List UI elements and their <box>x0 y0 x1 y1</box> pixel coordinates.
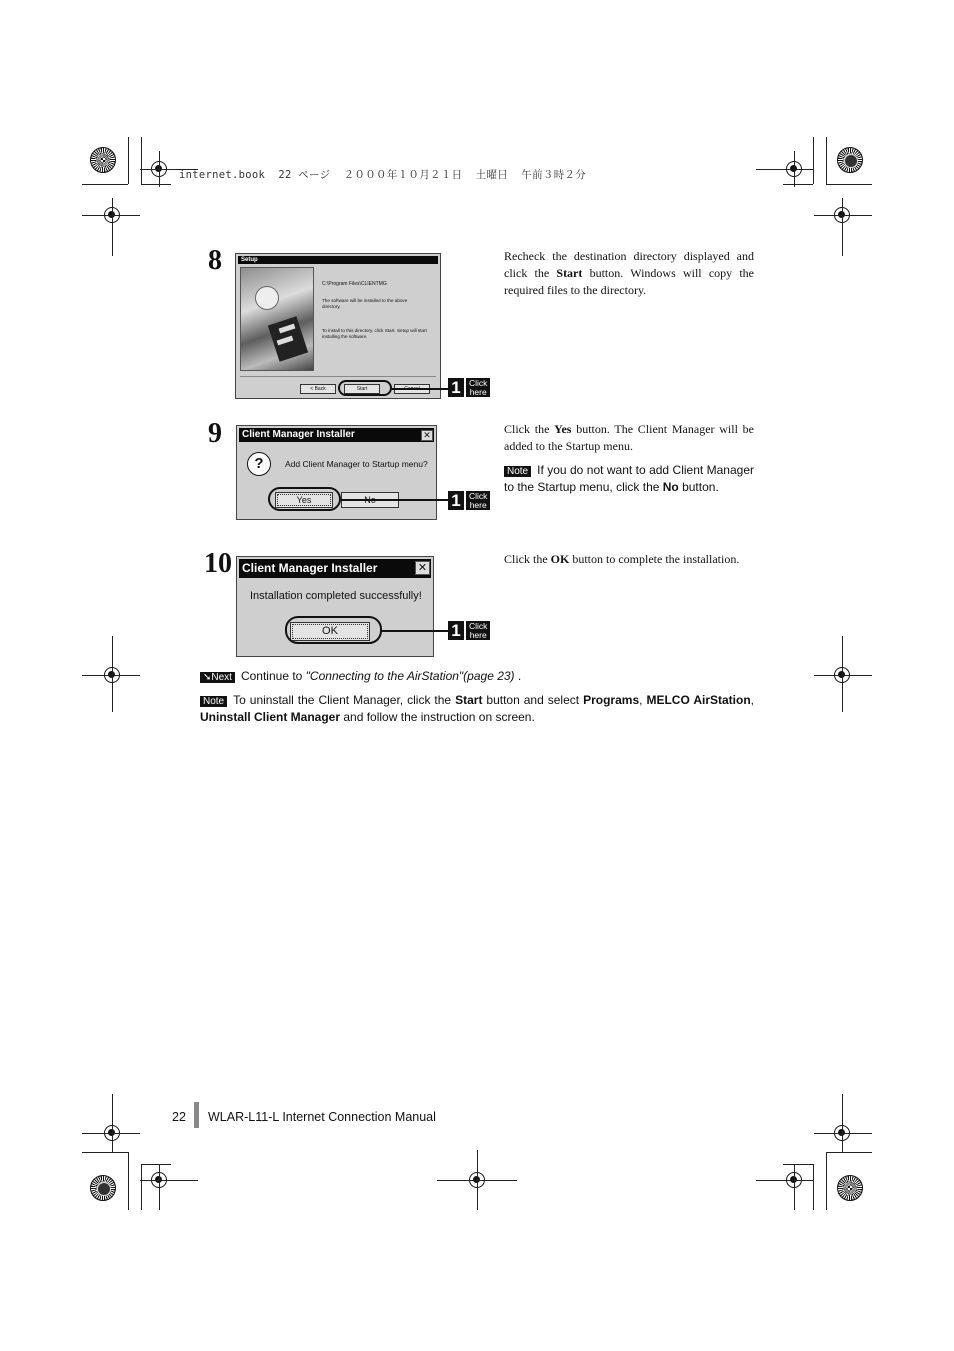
yes-button-highlight <box>268 487 341 511</box>
step-10-description: Click the OK button to complete the installation. <box>504 552 740 566</box>
step-9-description: Click the Yes button. The Client Manager will be added to the Startup menu. <box>504 422 754 453</box>
uninstall-note: Note To uninstall the Client Manager, click the Start button and select Programs, MELCO AirStation, Uninstall Client Manager and follow the instruction on screen. <box>200 693 754 724</box>
registration-rosette-icon <box>90 147 116 173</box>
back-button[interactable]: < Back <box>300 384 336 394</box>
step-number: 8 <box>208 245 222 276</box>
install-info-1: The software will be installed to the above directory. <box>322 298 408 309</box>
next-badge: ➘Next <box>200 672 235 683</box>
dialog-title: Client Manager Installer <box>239 559 431 578</box>
page-number: 22 <box>172 1110 186 1124</box>
dialog-title: Client Manager Installer <box>239 428 434 442</box>
step-number: 10 <box>204 548 232 579</box>
note-badge: Note <box>200 696 227 707</box>
print-header: internet.book 22 ページ ２０００年１０月２１日 土曜日 午前３時２分 <box>179 169 587 181</box>
note-badge: Note <box>504 466 531 477</box>
manual-title: WLAR-L11-L Internet Connection Manual <box>208 1110 436 1124</box>
start-button[interactable]: Start <box>344 384 380 394</box>
step-number: 9 <box>208 418 222 449</box>
ok-button-highlight <box>285 616 382 644</box>
step-9-note: Note If you do not want to add Client Manager to the Startup menu, click the No button. <box>504 463 754 494</box>
ok-button[interactable]: OK <box>290 622 370 641</box>
callout-number: 1 <box>448 378 464 397</box>
setup-artwork <box>240 267 314 371</box>
close-icon[interactable]: ✕ <box>415 561 430 575</box>
question-icon: ? <box>247 452 271 476</box>
dialog-message: Installation completed successfully! <box>250 590 422 602</box>
next-line: ➘Next Continue to "Connecting to the AirStation"(page 23) . <box>200 668 760 685</box>
install-info-2: To install to this directory, click Start. Setup will start installing the software. <box>322 328 427 339</box>
registration-rosette-icon <box>90 1175 116 1201</box>
registration-rosette-icon <box>837 1175 863 1201</box>
footer-divider <box>194 1102 199 1128</box>
yes-button[interactable]: Yes <box>275 492 333 508</box>
setup-dialog <box>235 253 441 399</box>
next-link[interactable]: "Connecting to the AirStation"(page 23) <box>305 669 515 683</box>
click-here-callout: 1 Click here <box>448 378 490 397</box>
callout-number: 1 <box>448 491 464 510</box>
dialog-message: Add Client Manager to Startup menu? <box>285 459 428 469</box>
step-8-description: Recheck the destination directory displayed and click the Start button. Windows will copy the required files to the directory. <box>504 249 755 297</box>
registration-rosette-icon <box>837 147 863 173</box>
click-here-callout: 1 Click here <box>448 621 490 640</box>
next-arrow-icon: ➘ <box>203 672 212 683</box>
click-here-callout: 1 Click here <box>448 491 490 510</box>
install-path: C:\Program Files\CLIENTMG <box>322 281 387 287</box>
dialog-title: Setup <box>238 256 438 264</box>
close-icon[interactable]: ✕ <box>421 430 433 441</box>
callout-number: 1 <box>448 621 464 640</box>
start-button-highlight <box>338 380 392 396</box>
